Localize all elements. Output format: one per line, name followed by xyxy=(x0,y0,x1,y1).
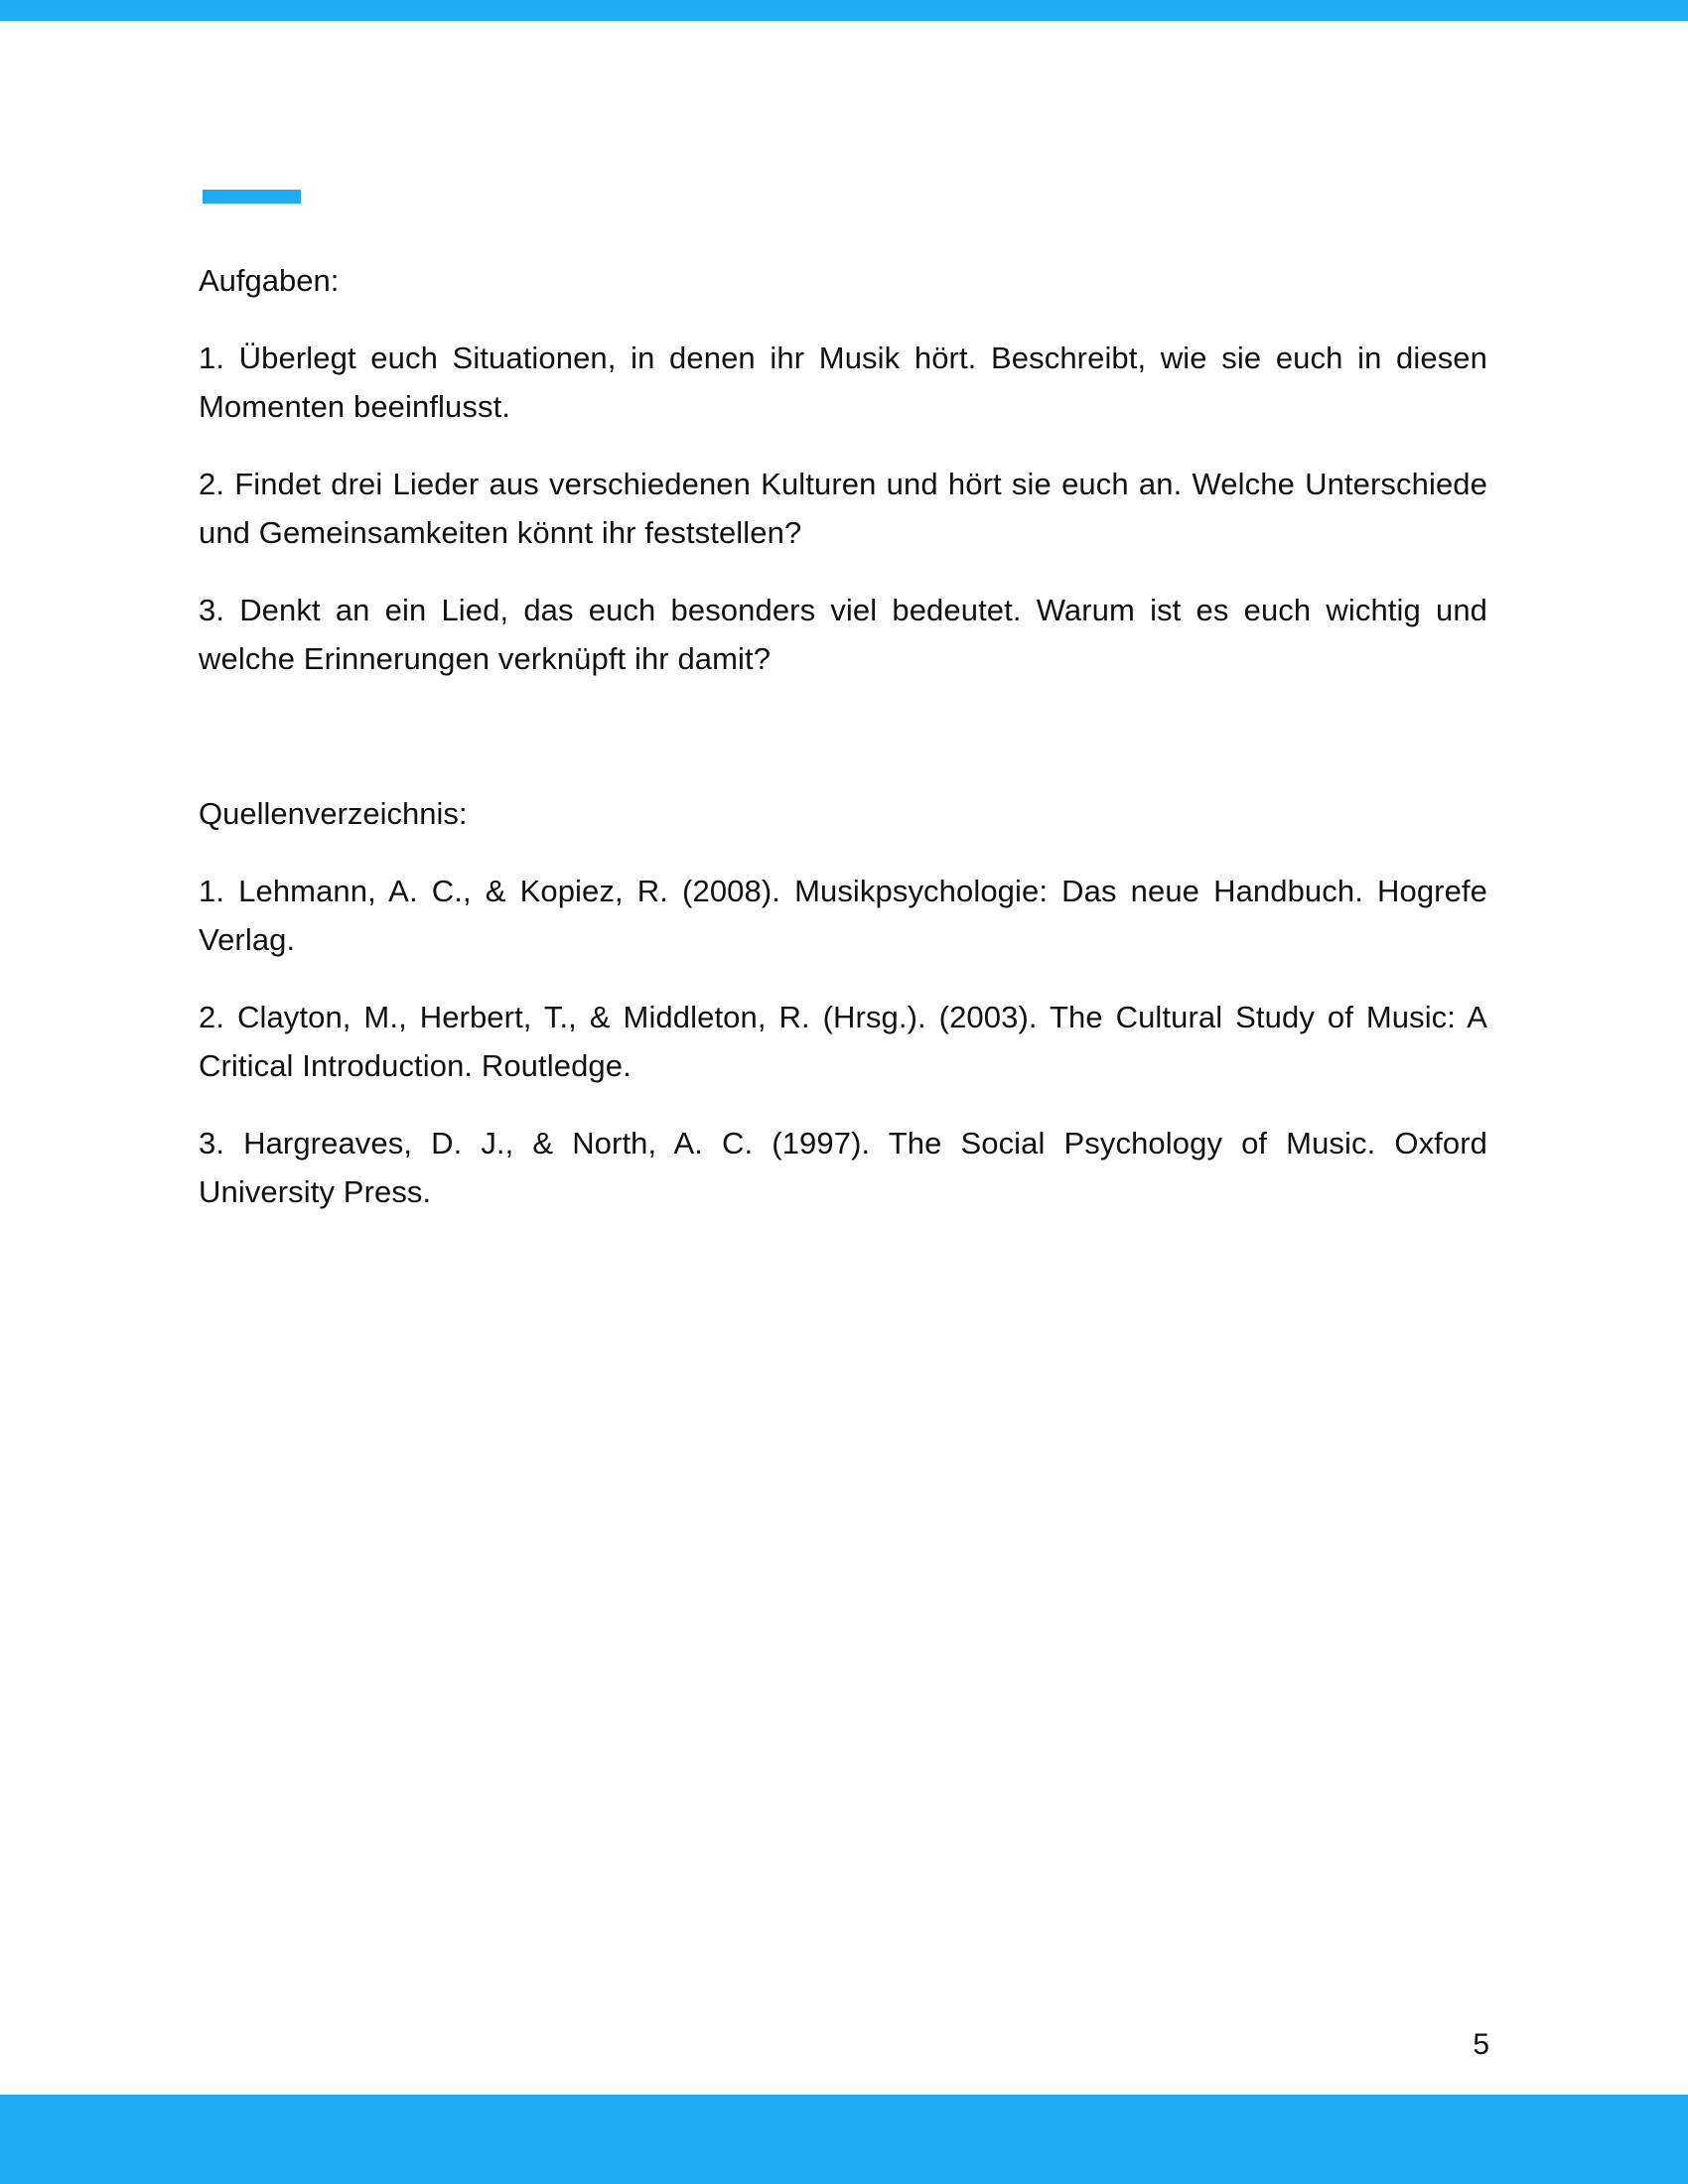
references-section xyxy=(199,789,1487,1216)
references-heading: Quellenverzeichnis: xyxy=(199,796,468,831)
task-item: 2. Findet drei Lieder aus verschiedenen Kulturen und hört sie euch an. Welche Unterschiede und Gemeinsamkeiten könnt ihr feststellen? xyxy=(199,467,1487,550)
section-spacer xyxy=(199,712,1487,760)
page-content xyxy=(199,256,1487,1245)
footer-accent-band xyxy=(0,2095,1688,2184)
tasks-heading: Aufgaben: xyxy=(199,263,340,298)
section-accent-bar xyxy=(203,190,301,204)
header-accent-band xyxy=(0,0,1688,21)
reference-item: 3. Hargreaves, D. J., & North, A. C. (1997). The Social Psychology of Music. Oxford University Press. xyxy=(199,1126,1487,1209)
task-item: 1. Überlegt euch Situationen, in denen ihr Musik hört. Beschreibt, wie sie euch in diesen Momenten beeinflusst. xyxy=(199,341,1487,424)
tasks-section xyxy=(199,256,1487,683)
reference-item: 2. Clayton, M., Herbert, T., & Middleton, R. (Hrsg.). (2003). The Cultural Study of Music: A Critical Introduction. Routledge. xyxy=(199,1000,1487,1083)
task-item: 3. Denkt an ein Lied, das euch besonders viel bedeutet. Warum ist es euch wichtig und welche Erinnerungen verknüpft ihr damit? xyxy=(199,593,1487,676)
page-number: 5 xyxy=(1473,2028,1489,2061)
reference-item: 1. Lehmann, A. C., & Kopiez, R. (2008). Musikpsychologie: Das neue Handbuch. Hogrefe Verlag. xyxy=(199,874,1487,957)
